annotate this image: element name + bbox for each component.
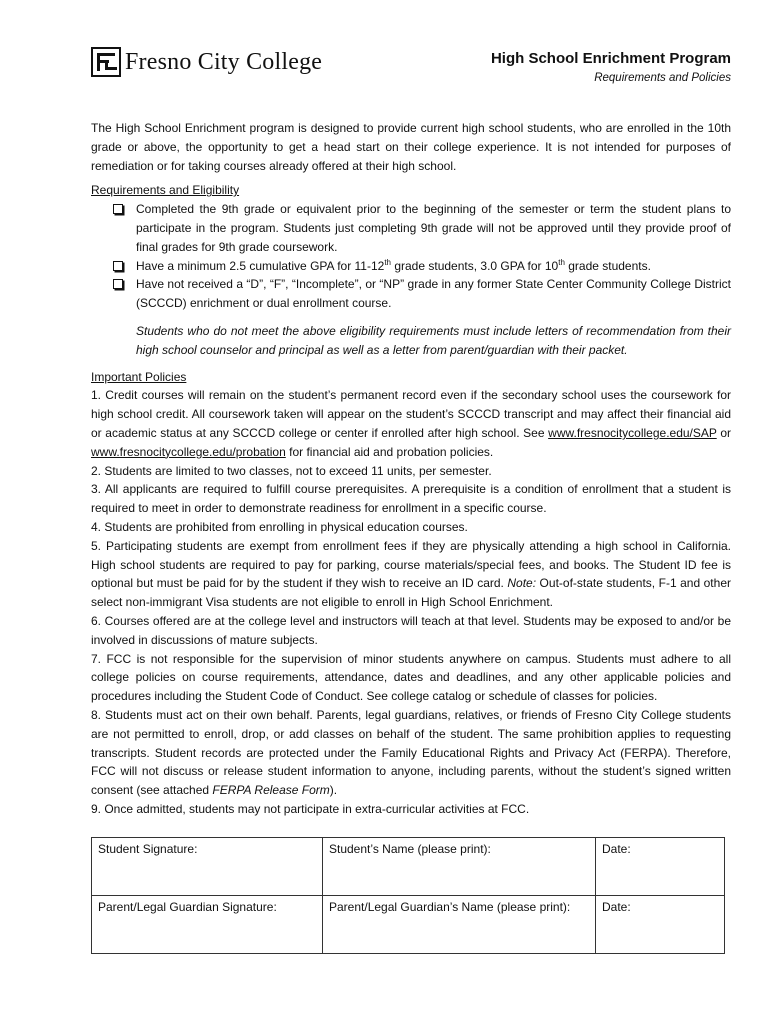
requirement-item: Have a minimum 2.5 cumulative GPA for 11-12th grade students, 3.0 GPA for 10th grade students. [91,257,731,276]
policy-item-8: 8. Students must act on their own behalf. Parents, legal guardians, relatives, or friends of Fresno City College students are not permitted to enroll, drop, or add classes on behalf of the student. The same prohibition applies to requesting transcripts. Student records are protected under the Family Educational Rights and Privacy Act (FERPA). Therefore, FCC will not discuss or release student information to anyone, including parents, without the student’s signed written consent (see attached FERPA Release Form). [91,707,731,798]
policies-heading: Important Policies [91,369,187,384]
policy-item-2: 2. Students are limited to two classes, not to exceed 11 units, per semester. [91,463,492,478]
document-body [91,119,731,819]
requirements-list [91,200,731,313]
requirement-item: Completed the 9th grade or equivalent prior to the beginning of the semester or term the student plans to participate in the program. Students just completing 9th grade will not be approved until they provide proof of final grades for 9th grade coursework. [91,200,731,256]
intro-paragraph: The High School Enrichment program is designed to provide current high school students, who are enrolled in the 10th grade or above, the opportunity to get a head start on their college experience. It is not intended for purposes of remediation or for taking courses already offered at their high school. [91,121,731,173]
guardian-date-field[interactable]: Date: [596,896,725,954]
student-signature-field[interactable]: Student Signature: [92,838,323,896]
college-logo [91,47,322,77]
requirements-heading: Requirements and Eligibility [91,183,240,198]
signature-table [91,837,725,954]
probation-link[interactable]: www.fresnocitycollege.edu/probation [91,444,286,459]
policy-item-1: 1. Credit courses will remain on the student’s permanent record even if the secondary school uses the coursework for high school credit. All coursework taken will appear on the student’s SCCCD transcript and may affect their financial aid or academic status at any SCCCD college or center if enrolled after high school. See www.fresnocitycollege.edu/SAP or www.fresnocitycollege.edu/probation for financial aid and probation policies. [91,388,731,459]
policy-item-3: 3. All applicants are required to fulfill course prerequisites. A prerequisite is a condition of enrollment that a student is required to meet in order to demonstrate readiness for enrollment in a specific course. [91,482,731,516]
requirement-item: Have not received a “D”, “F”, “Incomplete”, or “NP” grade in any former State Center Community College District (SCCCD) enrichment or dual enrollment course. [91,275,731,313]
student-date-field[interactable]: Date: [596,838,725,896]
checkbox-icon [113,279,123,289]
policy-item-7: 7. FCC is not responsible for the supervision of minor students anywhere on campus. Students must adhere to all college policies on course requirements, attendance, dates and deadlines, and any other applicable policies and procedures including the Student Code of Conduct. See college catalog or schedule of classes for policies. [91,651,731,704]
table-row [92,896,725,954]
policy-item-5: 5. Participating students are exempt from enrollment fees if they are physically attending a high school in California. High school students are required to pay for parking, course materials/special fees, and books. The Student ID fee is optional but must be paid for by the student if they wish to receive an ID card. Note: Out-of-state students, F-1 and other select non-immigrant Visa students are not eligible to enroll in High School Enrichment. [91,538,731,610]
policy-item-9: 9. Once admitted, students may not participate in extra-curricular activities at FCC. [91,801,530,816]
college-name: Fresno City College [125,48,323,75]
checkbox-icon [113,261,123,271]
policy-item-4: 4. Students are prohibited from enrolling in physical education courses. [91,519,468,534]
eligibility-note: Students who do not meet the above eligibility requirements must include letters of recommendation from their high school counselor and principal as well as a letter from parent/guardian with their packet. [136,323,731,357]
program-subtitle: Requirements and Policies [594,72,731,84]
policy-item-6: 6. Courses offered are at the college level and instructors will teach at that level. Students may be exposed to and/or be involved in discussions of mature subjects. [91,613,731,647]
student-name-field[interactable]: Student’s Name (please print): [323,838,596,896]
checkbox-icon [113,204,123,214]
guardian-signature-field[interactable]: Parent/Legal Guardian Signature: [92,896,323,954]
table-row [92,838,725,896]
document-header [91,44,731,94]
sap-link[interactable]: www.fresnocitycollege.edu/SAP [548,425,717,440]
fcc-logo-icon [91,47,121,77]
program-title: High School Enrichment Program [490,50,731,67]
guardian-name-field[interactable]: Parent/Legal Guardian’s Name (please print): [323,896,596,954]
